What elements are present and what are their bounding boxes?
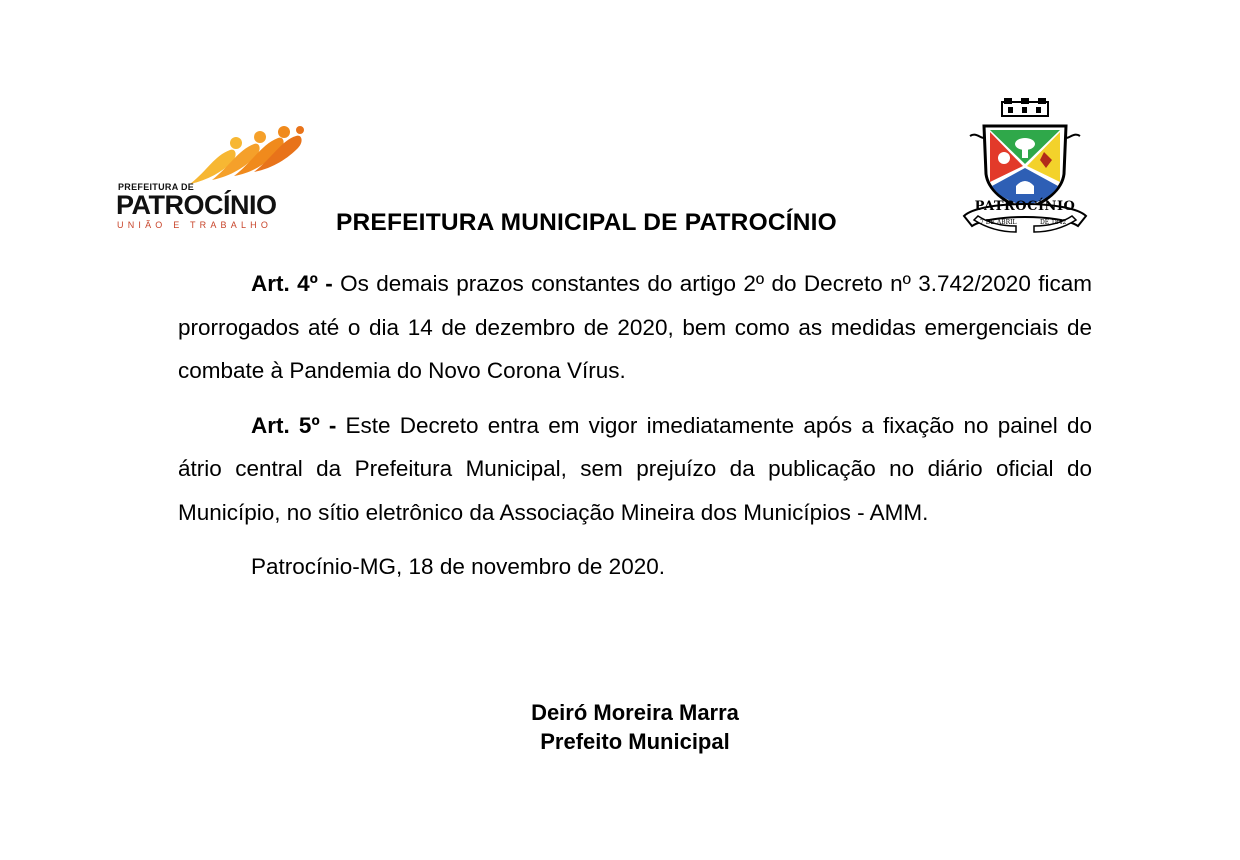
crest-left-ribbon: 7 DE ABRIL [980, 219, 1017, 226]
date-line: Patrocínio-MG, 18 de novembro de 2020. [251, 554, 665, 579]
crest-banner-text: PATROCÍNIO [974, 199, 1076, 214]
article-label: Art. 5º - [251, 412, 337, 438]
people-figures-icon [186, 126, 306, 188]
decree-body [178, 262, 1092, 589]
city-hall-logo [116, 126, 306, 230]
municipal-coat-of-arms [960, 98, 1090, 238]
signatory-title: Prefeito Municipal [540, 729, 730, 754]
article-5 [178, 404, 1092, 535]
signature-block [0, 698, 1240, 756]
article-text: Os demais prazos constantes do artigo 2º do Decreto nº 3.742/2020 ficam prorrogados até o dia 14 de dezembro de 2020, bem como as medidas emergenciais de combate à Pandemia do Novo Corona Vírus. [178, 271, 1092, 383]
logo-motto: UNIÃO E TRABALHO [117, 220, 273, 230]
crest-right-ribbon: DE 1842 [1040, 219, 1067, 226]
article-4 [178, 262, 1092, 393]
logo-city-name: PATROCÍNIO [116, 190, 277, 220]
article-text: Este Decreto entra em vigor imediatamente após a fixação no painel do átrio central da Prefeitura Municipal, sem prejuízo da publicação no diário oficial do Município, no sítio eletrônico da Associação Mineira dos Municípios - AMM. [178, 412, 1092, 525]
signatory-name: Deiró Moreira Marra [531, 700, 739, 725]
coat-of-arms-icon [960, 98, 1090, 238]
article-label: Art. 4º - [251, 271, 333, 296]
page-title: PREFEITURA MUNICIPAL DE PATROCÍNIO [336, 209, 837, 236]
logo-prefix: PREFEITURA DE [118, 182, 195, 192]
